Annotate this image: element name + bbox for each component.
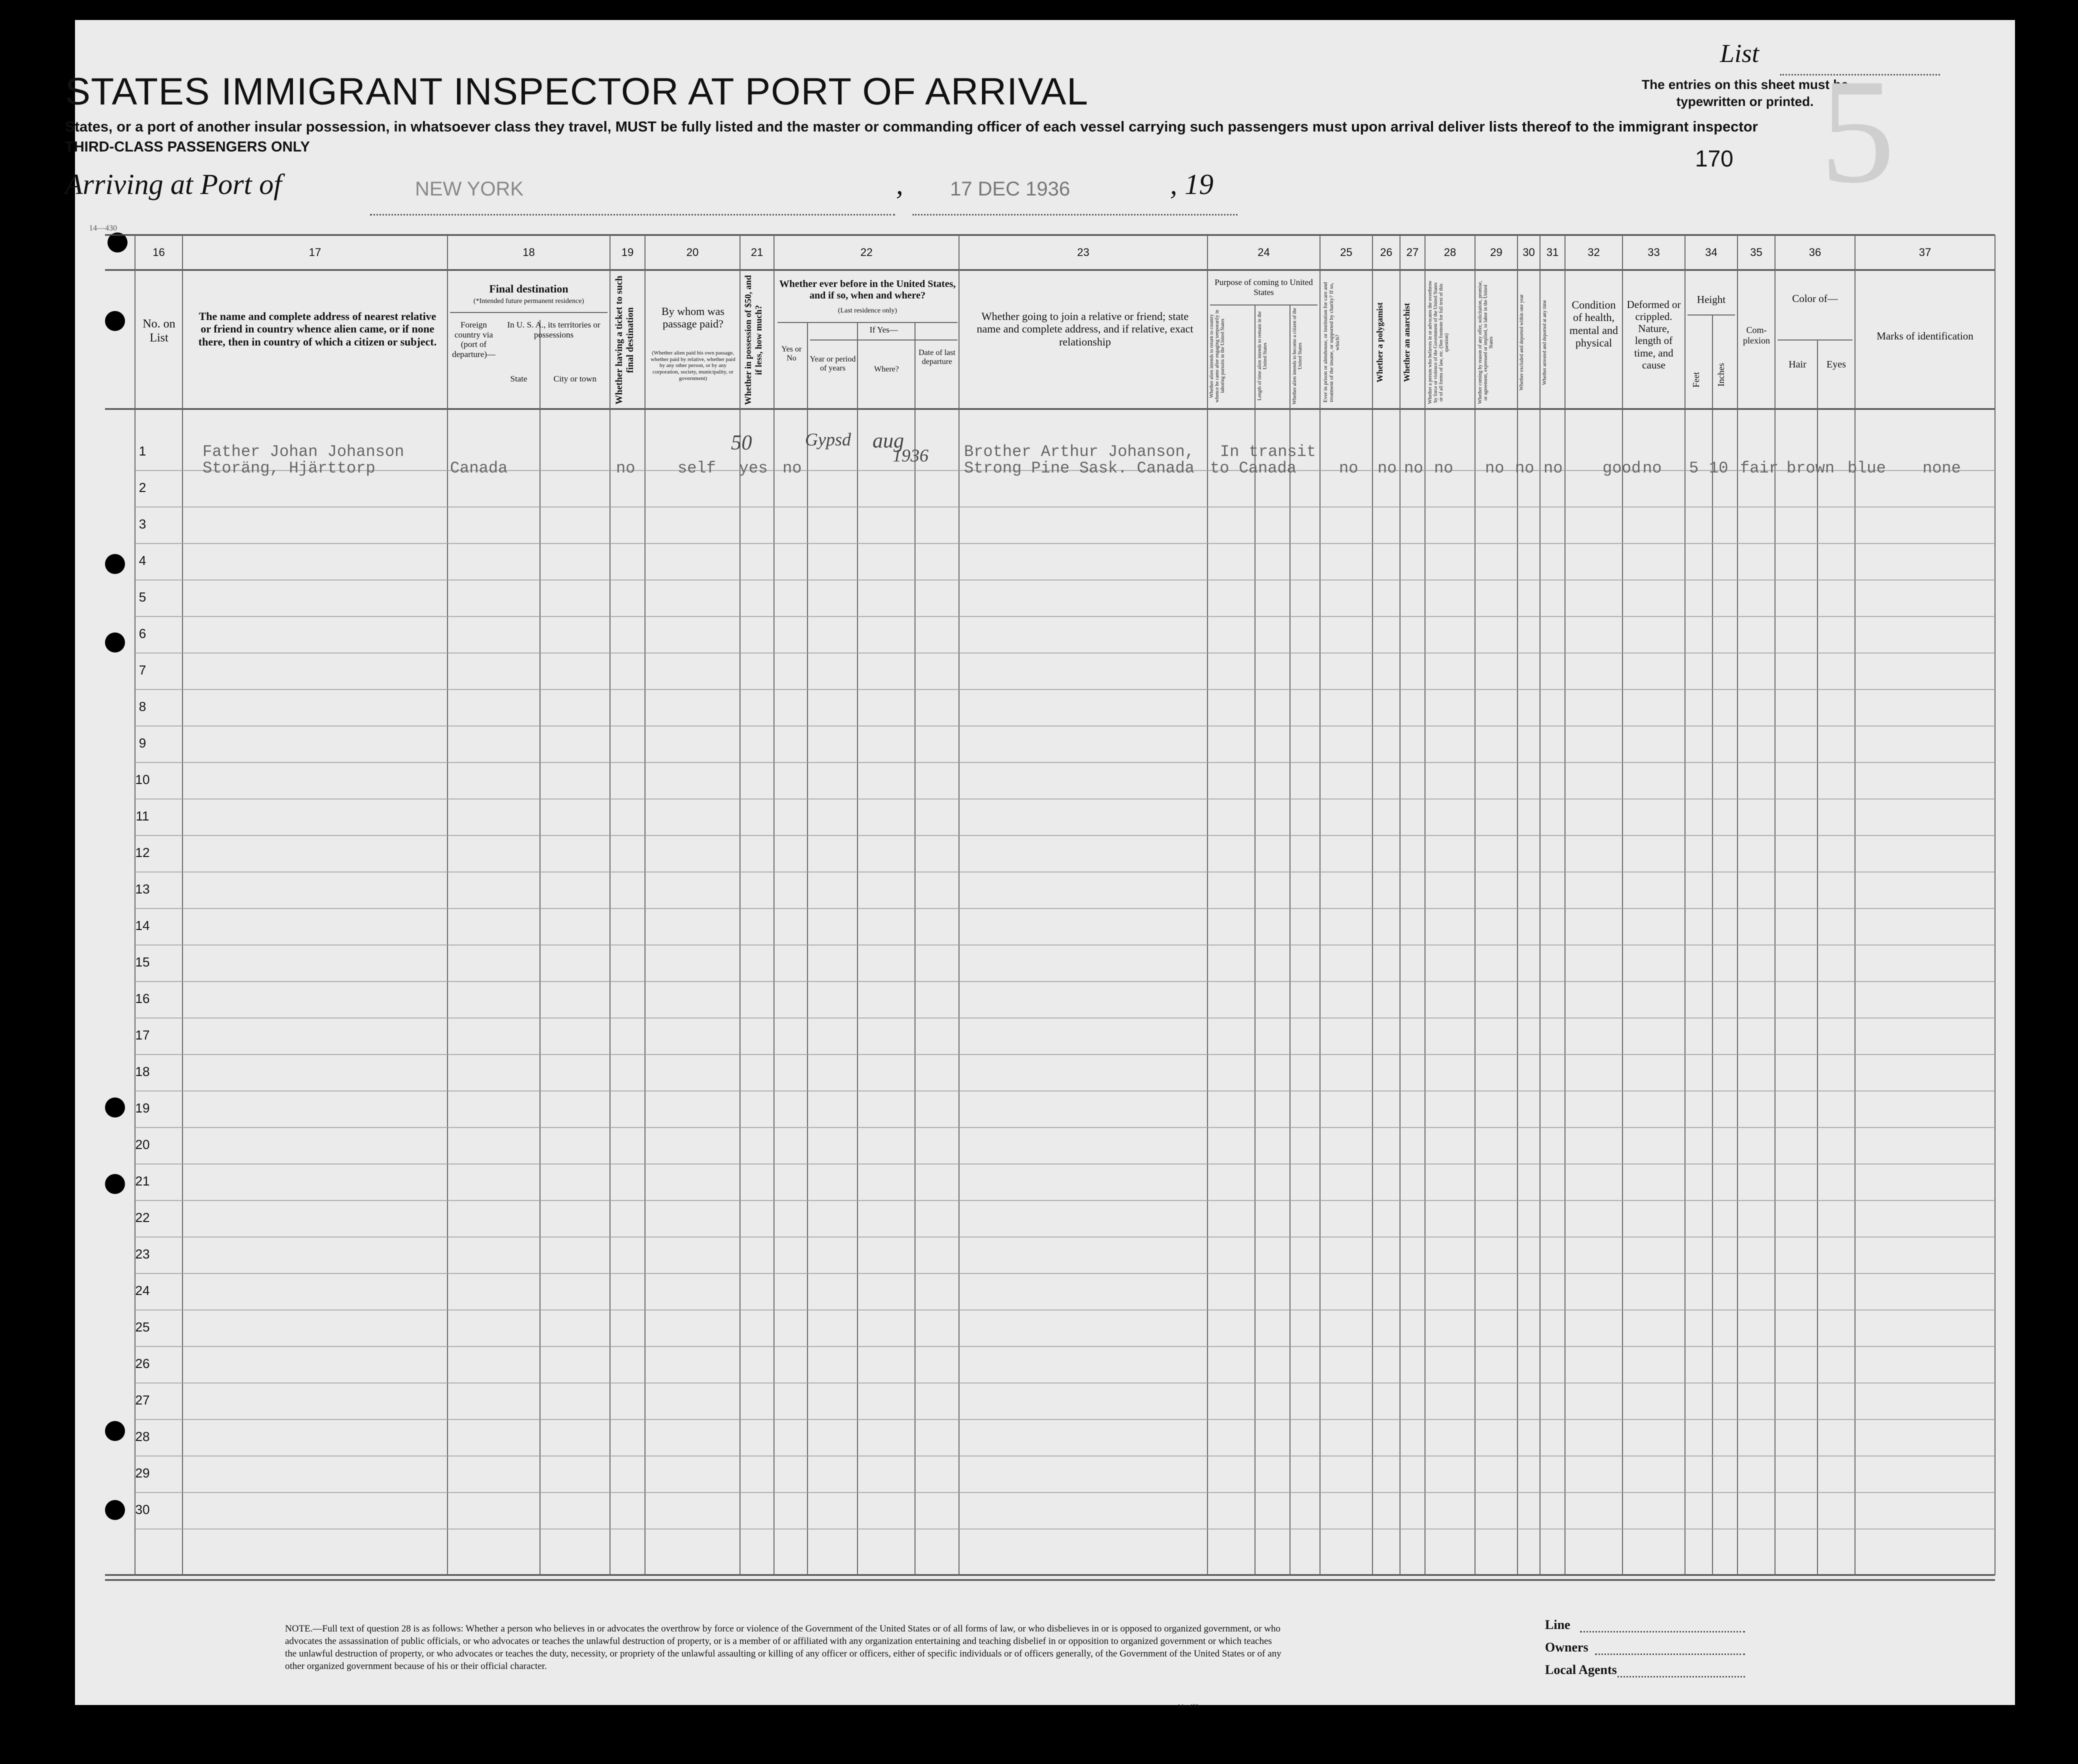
col-number: 18 xyxy=(522,246,535,258)
prison-value: no xyxy=(1339,459,1358,478)
handwritten-date: 1936 xyxy=(892,446,928,466)
heading-purpose: Purpose of coming to United States xyxy=(1214,278,1313,297)
polygamist-value: no xyxy=(1378,459,1397,478)
heading-color-of: Color of— xyxy=(1792,292,1838,304)
row-number: 3 xyxy=(138,516,146,532)
passenger-class: THIRD-CLASS PASSENGERS ONLY xyxy=(65,139,310,155)
port-value: NEW YORK xyxy=(415,178,524,200)
hair-value: brown xyxy=(1786,459,1835,478)
heading-inches: Inches xyxy=(1716,363,1726,387)
col-number: 28 xyxy=(1444,246,1456,258)
height-inches: 10 xyxy=(1709,459,1728,478)
subtitle: States, or a port of another insular possession, in whatsoever class they travel, MUST be fully listed and the master or commanding officer of each vessel carrying such passengers must upon arrival deliver lists thereof to the immigrant inspector xyxy=(65,119,1758,135)
col-number: 25 xyxy=(1340,246,1352,258)
col-number: 27 xyxy=(1406,246,1419,258)
col-number: 16 xyxy=(152,246,165,258)
col-number: 29 xyxy=(1490,246,1502,258)
ticket-value: no xyxy=(616,459,636,478)
col-number: 32 xyxy=(1588,246,1600,258)
handwritten-year: Gypsd xyxy=(805,430,851,450)
eyes-value: blue xyxy=(1848,459,1886,478)
line-label: Line xyxy=(1545,1618,1570,1632)
deformed-value: no xyxy=(1642,459,1662,478)
heading-passage-note: (Whether alien paid his own passage, whether paid by relative, whether paid by any other person, or by any corporation, society, municipality, or government) xyxy=(650,350,736,382)
col-number: 30 xyxy=(1522,246,1535,258)
heading-health: Condition of health, mental and physical xyxy=(1569,298,1618,349)
q30-value: no xyxy=(1515,459,1534,478)
comma: , xyxy=(896,168,904,200)
heading-city: City or town xyxy=(554,374,596,384)
heading-prison: Ever in prison or almshouse, or institution for care and treatment of the insane, or supported by charity? If so, which? xyxy=(1322,282,1340,403)
col-number: 34 xyxy=(1705,246,1718,258)
heading-purpose-a: Whether alien intends to return to country whence he came after engaging temporarily in laboring pursuits in the United States xyxy=(1209,310,1226,402)
heading-purpose-c: Whether alien intends to become a citizen of the United States xyxy=(1292,308,1303,404)
q31-value: no xyxy=(1544,459,1563,478)
row-number: 24 xyxy=(135,1283,150,1298)
relative-name: Father Johan Johanson xyxy=(202,442,404,461)
heading-relative: The name and complete address of nearest relative or friend in country whence alien came, or if none there, then in country of which a citizen or subject. xyxy=(198,310,437,348)
row-number: 2 xyxy=(138,480,146,495)
col-number: 19 xyxy=(621,246,634,258)
heading-deformed: Deformed or crippled. Nature, length of time, and cause xyxy=(1626,298,1681,371)
heading-join-relative: Whether going to join a relative or friend; state name and complete address, and if relative, exact relationship xyxy=(976,310,1194,348)
heading-where: Where? xyxy=(874,365,899,374)
date-stamp: 17 DEC 1936 xyxy=(950,178,1070,200)
heading-final-destination: Final destination xyxy=(489,282,568,295)
health-value: good xyxy=(1602,459,1641,478)
line-field xyxy=(1580,1631,1745,1632)
row-number: 20 xyxy=(135,1137,150,1152)
agents-label: Local Agents xyxy=(1545,1662,1617,1677)
row-number: 30 xyxy=(135,1502,150,1517)
heading-passage: By whom was passage paid? xyxy=(662,305,724,330)
heading-ticket: Whether having a ticket to such final destination xyxy=(614,276,636,404)
heading-q30: Whether excluded and deported within one year xyxy=(1519,294,1524,391)
complexion-value: fair xyxy=(1740,459,1778,478)
row-number: 5 xyxy=(138,590,146,604)
row-number: 18 xyxy=(135,1064,150,1079)
col-number: 31 xyxy=(1546,246,1559,258)
row-number: 25 xyxy=(135,1320,150,1334)
heading-yes-no: Yes or No xyxy=(781,345,802,363)
owners-field xyxy=(1595,1654,1745,1655)
height-feet: 5 xyxy=(1689,459,1699,478)
money-yes: yes xyxy=(739,459,768,478)
row-number: 8 xyxy=(138,699,146,714)
q29-value: no xyxy=(1485,459,1504,478)
row-number: 15 xyxy=(135,954,150,970)
row-number: 1 xyxy=(138,444,146,458)
heading-q31: Whether arrested and deported at any time xyxy=(1542,300,1548,385)
page-title: STATES IMMIGRANT INSPECTOR AT PORT OF ARRIVAL xyxy=(65,70,1088,113)
agents-field xyxy=(1618,1676,1745,1678)
form-small: 14—430 xyxy=(89,224,117,232)
row-number: 19 xyxy=(135,1100,150,1116)
join-relative-address: Strong Pine Sask. Canada xyxy=(964,459,1194,478)
row-number: 29 xyxy=(135,1466,150,1480)
col-number: 23 xyxy=(1077,246,1090,258)
heading-money: Whether in possession of $50, and if less, how much? xyxy=(743,275,764,405)
row-number: 6 xyxy=(138,626,146,641)
heading-usa: In U. S. A., its territories or possessions xyxy=(507,320,600,340)
row-number: 12 xyxy=(135,845,150,860)
heading-if-yes: If Yes— xyxy=(870,325,898,334)
heading-before-us-note: (Last residence only) xyxy=(838,307,898,314)
entries-note: The entries on this sheet must be typewritten or printed. xyxy=(1642,77,1848,109)
form-number: 14—430 xyxy=(1178,1702,1198,1710)
heading-eyes: Eyes xyxy=(1826,359,1846,370)
anarchist-value: no xyxy=(1404,459,1424,478)
list-number-stamp: 5 xyxy=(1820,48,1895,214)
row-number: 9 xyxy=(138,736,146,750)
col-number: 37 xyxy=(1918,246,1932,258)
sheet-number: 170 xyxy=(1695,146,1734,172)
row-number: 28 xyxy=(135,1429,150,1444)
col-number: 35 xyxy=(1750,246,1762,258)
foreign-country: Canada xyxy=(450,459,508,478)
heading-complexion: Com-plexion xyxy=(1743,325,1770,346)
heading-anarchist: Whether an anarchist xyxy=(1402,302,1412,382)
row-number: 14 xyxy=(135,918,150,933)
col-number: 21 xyxy=(750,246,764,258)
footnote: NOTE.—Full text of question 28 is as follows: Whether a person who believes in or advocates the overthrow by force or violence of the Government of the United States or of all forms of law, or who disbelieves in or is opposed to organized government, or who advocates the assassination of public officials, or who advocates or teaches the unlawful destruction of property, or is a member of or affiliated with any organization entertaining and teaching disbelief in or opposition to organized government or which teaches the unlawful destruction of property, or who advocates or teaches the duty, necessity, or propriety of the unlawful assaulting or killing of any officer or officers, either of specific individuals or of officers generally, of the Government of the United States or of any other organized government because of his or their official character. xyxy=(285,1624,1282,1672)
row-number: 23 xyxy=(135,1246,150,1262)
handwritten-where: aug xyxy=(872,430,904,452)
row-number: 7 xyxy=(138,662,146,678)
heading-before-us: Whether ever before in the United States, and if so, when and where? xyxy=(779,278,956,301)
list-label: List xyxy=(1720,40,1760,68)
relative-address: Storäng, Hjärttorp xyxy=(202,459,376,478)
passage-value: self xyxy=(678,459,716,478)
row-number: 27 xyxy=(135,1392,150,1408)
money-amount: 50 xyxy=(731,432,752,454)
join-relative-name: Brother Arthur Johanson, xyxy=(964,442,1194,461)
purpose-line1: In transit xyxy=(1220,442,1316,461)
arriving-label: Arriving at Port of xyxy=(65,168,282,200)
row-number: 16 xyxy=(135,991,150,1006)
heading-date-departure: Date of last departure xyxy=(918,348,956,366)
purpose-line2: to Canada xyxy=(1210,459,1296,478)
heading-no-on-list: No. on List xyxy=(142,318,176,344)
heading-foreign-country: Foreign country via (port of departure)— xyxy=(452,320,496,359)
col-number: 33 xyxy=(1648,246,1660,258)
heading-polygamist: Whether a polygamist xyxy=(1375,302,1384,383)
heading-height: Height xyxy=(1696,294,1726,306)
col-number: 24 xyxy=(1258,246,1270,258)
heading-q29: Whether coming by reason of any offer, solicitation, promise, or agreement, expressed or implied, to labor in the United States xyxy=(1478,280,1494,404)
row-number: 22 xyxy=(135,1210,150,1225)
heading-q28: Whether a person who believes in or advocates the overthrow by force or violence of the Government of the United States or of all forms of law, etc. (See footnote for full text of this question) xyxy=(1428,280,1450,404)
col-number: 17 xyxy=(308,246,322,258)
row-number: 10 xyxy=(135,772,150,787)
heading-marks: Marks of identification xyxy=(1876,330,1974,342)
row-number: 21 xyxy=(135,1174,150,1188)
heading-hair: Hair xyxy=(1788,359,1806,370)
q28-value: no xyxy=(1434,459,1454,478)
heading-feet: Feet xyxy=(1691,372,1701,388)
owners-label: Owners xyxy=(1545,1640,1588,1654)
year-label: , 19 xyxy=(1170,168,1214,200)
heading-purpose-b: Length of time alien intends to remain in the United States xyxy=(1257,311,1268,401)
col-number: 22 xyxy=(860,246,873,258)
heading-final-destination-sub: (*Intended future permanent residence) xyxy=(473,298,584,305)
row-number: 11 xyxy=(136,808,150,824)
col-number: 36 xyxy=(1808,246,1822,258)
marks-value: none xyxy=(1922,459,1961,478)
col-number: 26 xyxy=(1380,246,1392,258)
row-number: 17 xyxy=(135,1028,150,1042)
before-us-value: no xyxy=(782,459,802,478)
row-number: 4 xyxy=(138,553,146,568)
heading-state: State xyxy=(510,374,528,384)
row-number: 13 xyxy=(135,882,150,896)
col-number: 20 xyxy=(686,246,699,258)
row-number: 26 xyxy=(135,1356,150,1371)
heading-year: Year or period of years xyxy=(810,355,856,373)
